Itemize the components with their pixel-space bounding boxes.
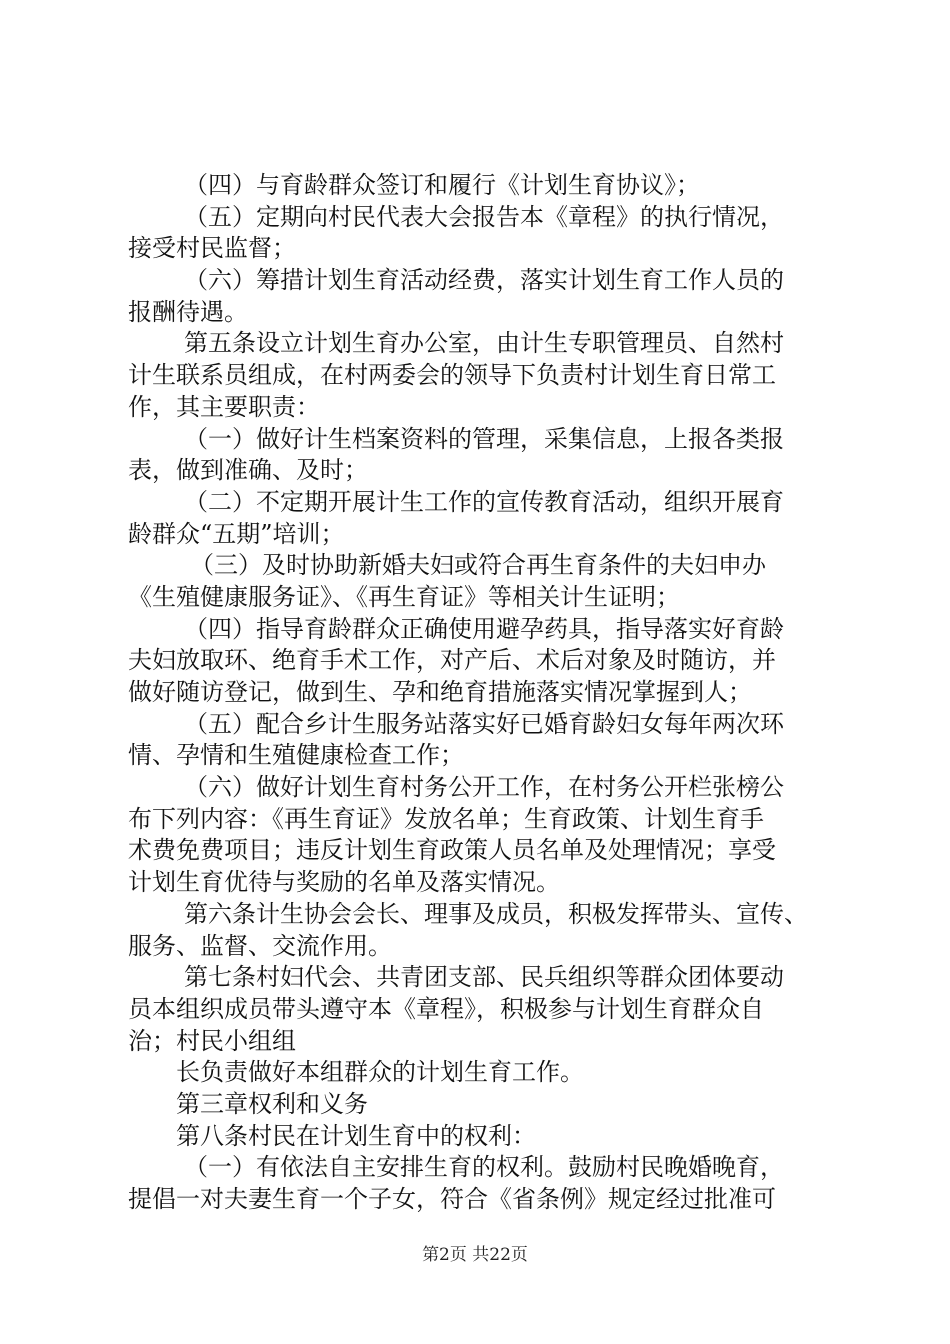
text-line: 长负责做好本组群众的计划生育工作。: [176, 1058, 584, 1087]
text-line: 《生殖健康服务证》、《再生育证》等相关计生证明；: [128, 582, 680, 611]
text-line: 接受村民监督；: [128, 234, 296, 263]
text-line: （五）配合乡计生服务站落实好已婚育龄妇女每年两次环: [184, 709, 784, 738]
text-line: 夫妇放取环、绝育手术工作，对产后、术后对象及时随访，并: [128, 646, 776, 675]
document-body: [128, 170, 838, 1216]
text-line: 术费免费项目；违反计划生育政策人员名单及处理情况；享受: [128, 836, 776, 865]
page-number-footer: 第2页 共22页: [422, 1245, 528, 1265]
text-line: （六）筹措计划生育活动经费，落实计划生育工作人员的: [184, 266, 784, 295]
text-line: 服务、监督、交流作用。: [128, 931, 392, 960]
text-line: （四）指导育龄群众正确使用避孕药具，指导落实好育龄: [184, 614, 784, 643]
text-line: 计生联系员组成，在村两委会的领导下负责村计划生育日常工: [128, 361, 776, 390]
text-line: （二）不定期开展计生工作的宣传教育活动，组织开展育: [184, 487, 784, 516]
text-line: 情、孕情和生殖健康检查工作；: [128, 741, 464, 770]
text-line: 提倡一对夫妻生育一个子女，符合《省条例》规定经过批准可: [128, 1185, 776, 1213]
text-line: （一）有依法自主安排生育的权利。鼓励村民晚婚晚育，: [184, 1153, 784, 1182]
text-line: （一）做好计生档案资料的管理，采集信息，上报各类报: [184, 424, 784, 453]
text-line: 第五条设立计划生育办公室，由计生专职管理员、自然村: [184, 329, 784, 358]
text-line: （四）与育龄群众签订和履行《计划生育协议》；: [184, 171, 700, 199]
text-line: （六）做好计划生育村务公开工作，在村务公开栏张榜公: [184, 773, 784, 802]
text-line: 治；村民小组组: [128, 1026, 296, 1055]
text-line: 表，做到准确、及时；: [128, 456, 368, 485]
text-line: （五）定期向村民代表大会报告本《章程》的执行情况，: [184, 202, 784, 231]
text-line: 计划生育优待与奖励的名单及落实情况。: [128, 868, 560, 897]
text-line: 第七条村妇代会、共青团支部、民兵组织等群众团体要动: [184, 963, 784, 992]
text-line: 员本组织成员带头遵守本《章程》，积极参与计划生育群众自: [128, 994, 764, 1023]
text-line: （三）及时协助新婚夫妇或符合再生育条件的夫妇申办: [190, 551, 766, 580]
text-line: 第八条村民在计划生育中的权利：: [176, 1121, 536, 1150]
text-line: 做好随访登记，做到生、孕和绝育措施落实情况掌握到人；: [128, 678, 752, 706]
text-line: 作，其主要职责：: [128, 392, 320, 421]
text-line: 布下列内容：《再生育证》发放名单；生育政策、计划生育手: [128, 804, 764, 833]
text-line: 第六条计生协会会长、理事及成员，积极发挥带头、宣传、: [184, 899, 808, 928]
section-heading: 第三章权利和义务: [176, 1089, 368, 1118]
text-line: 报酬待遇。: [128, 297, 248, 326]
text-line: 龄群众“五期”培训；: [128, 519, 345, 548]
